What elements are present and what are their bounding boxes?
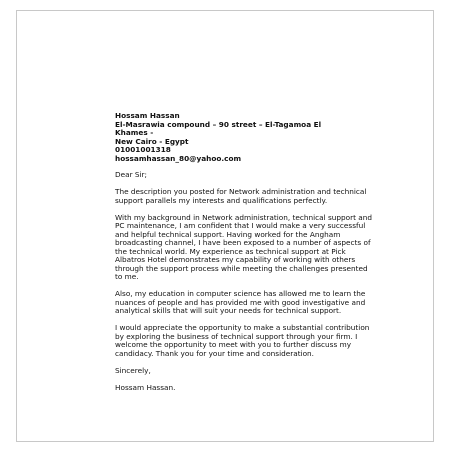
paragraph-2: With my background in Network administration, technical support and PC maintenance, I am confident that I would make a very successful and helpful technical support. Having worked for the Angham broadcasting channel, I have been exposed to a number of aspects of the technical world. My experience as technical support at Pick Albatros Hotel demonstrates my capability of working with others through the support process while meeting the challenges presented to me. (115, 212, 373, 281)
sender-email: hossamhassan_80@yahoo.com (115, 153, 242, 163)
sender-address-line1: El-Masrawia compound – 90 street – El-Tagamoa El (115, 119, 322, 129)
paragraph-1: The description you posted for Network administration and technical support parallels my interests and qualifications perfectly. (115, 187, 367, 205)
sender-address-line2: Khames - (115, 128, 154, 137)
closing: Sincerely, (115, 365, 151, 375)
signature: Hossam Hassan. (115, 382, 176, 392)
cover-letter (115, 112, 377, 401)
sender-phone: 01001001318 (115, 145, 171, 154)
paragraph-4: I would appreciate the opportunity to make a substantial contribution by exploring the business of technical support through your firm. I welcome the opportunity to meet with you to further discuss my candidacy. Thank you for your time and consideration. (115, 323, 370, 358)
paragraph-3: Also, my education in computer science has allowed me to learn the nuances of people and has provided me with good investigative and analytical skills that will suit your needs for technical support. (115, 289, 366, 315)
sender-header (115, 112, 377, 163)
salutation: Dear Sir; (115, 170, 148, 179)
sender-name: Hossam Hassan (115, 111, 180, 120)
document-page (16, 10, 434, 442)
sender-city: New Cairo - Egypt (115, 136, 189, 146)
